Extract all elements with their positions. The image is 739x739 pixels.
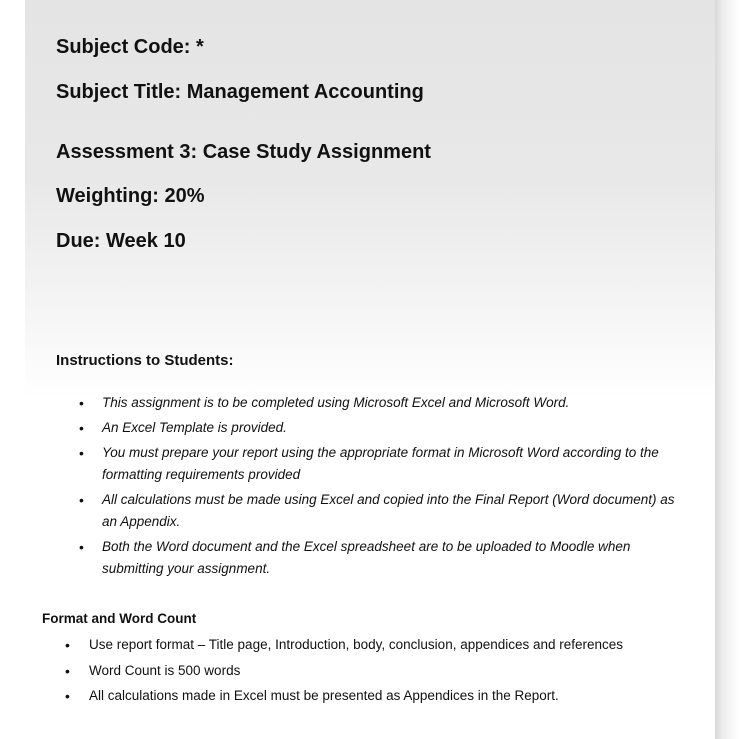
list-item-text: All calculations must be made using Excel and copied into the Final Report (Word document) as an Appendix. [102, 492, 675, 529]
due-date: Due: Week 10 [56, 230, 186, 252]
list-item [79, 392, 679, 414]
page-edge-shadow [715, 0, 739, 739]
list-item [79, 536, 679, 580]
list-item-text: This assignment is to be completed using Microsoft Excel and Microsoft Word. [102, 395, 570, 410]
list-item [65, 660, 705, 682]
bullet-icon: • [79, 395, 84, 411]
format-list [65, 634, 705, 711]
bullet-icon: • [65, 637, 70, 653]
list-item-text: Both the Word document and the Excel spreadsheet are to be uploaded to Moodle when submitting your assignment. [102, 539, 631, 576]
assessment-title: Assessment 3: Case Study Assignment [56, 141, 431, 163]
bullet-icon: • [79, 420, 84, 436]
subject-title: Subject Title: Management Accounting [56, 81, 424, 103]
bullet-icon: • [65, 662, 70, 679]
list-item-text: An Excel Template is provided. [102, 420, 287, 435]
instructions-list [79, 392, 679, 583]
list-item-text: All calculations made in Excel must be presented as Appendices in the Report. [89, 688, 559, 703]
instructions-heading: Instructions to Students: [56, 352, 234, 369]
page-margin [0, 0, 25, 739]
list-item [65, 685, 705, 707]
list-item-text: Use report format – Title page, Introduction, body, conclusion, appendices and references [89, 637, 624, 652]
subject-code: Subject Code: * [56, 36, 204, 58]
list-item-text: You must prepare your report using the appropriate format in Microsoft Word according to the formatting requirements provided [102, 445, 659, 482]
list-item [65, 634, 705, 656]
weighting: Weighting: 20% [56, 185, 205, 207]
list-item [79, 489, 679, 533]
bullet-icon: • [79, 492, 84, 508]
bullet-icon: • [79, 539, 84, 555]
format-heading: Format and Word Count [42, 611, 197, 626]
list-item [79, 417, 679, 439]
bullet-icon: • [65, 688, 70, 704]
list-item [79, 442, 679, 486]
list-item-text: Word Count is 500 words [89, 662, 241, 678]
bullet-icon: • [79, 445, 84, 461]
